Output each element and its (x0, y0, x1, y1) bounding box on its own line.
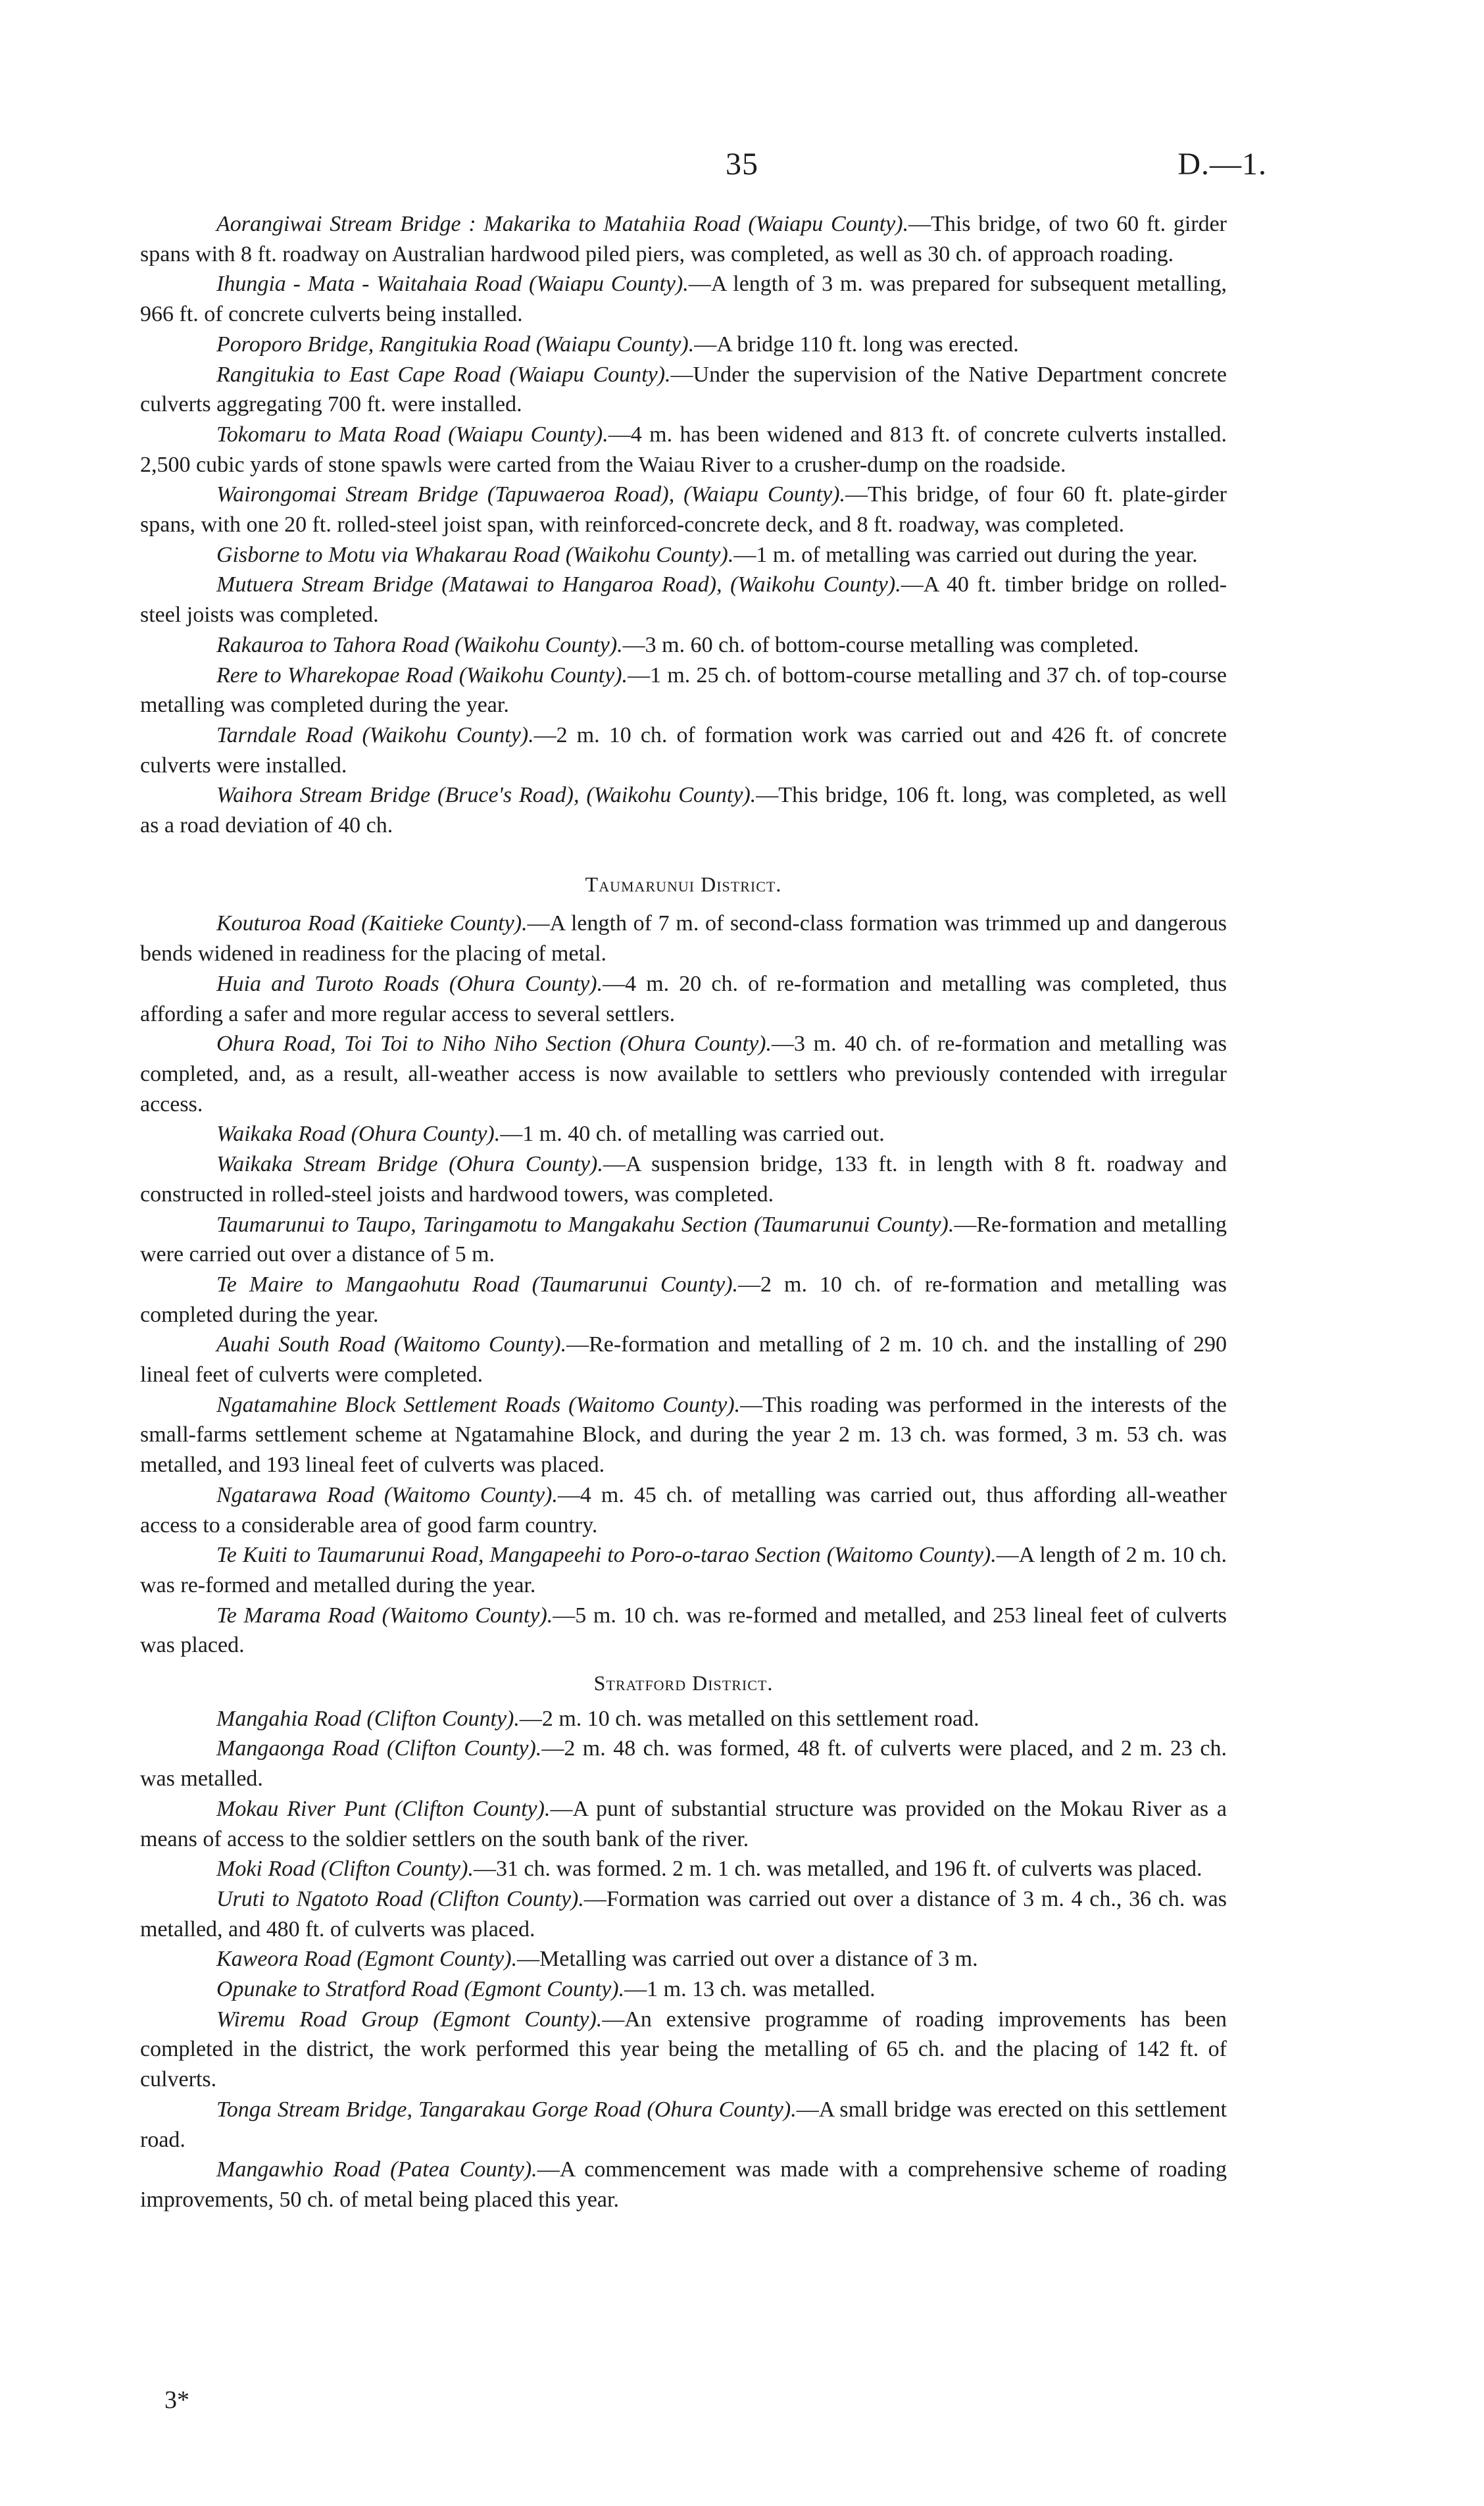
report-entry (140, 909, 1227, 968)
report-entry (140, 1029, 1227, 1119)
entry-title: Mangawhio Road (Patea County). (216, 2157, 537, 2182)
entry-title: Tarndale Road (Waikohu County). (216, 722, 534, 747)
report-entry (140, 1884, 1227, 1944)
entry-title: Tonga Stream Bridge, Tangarakau Gorge Road (Ohura County). (216, 2097, 797, 2122)
report-entry (140, 1270, 1227, 1330)
entry-title: Auahi South Road (Waitomo County). (216, 1332, 567, 1357)
entry-title: Wairongomai Stream Bridge (Tapuwaeroa Road), (Waiapu County). (216, 482, 846, 507)
entry-title: Tokomaru to Mata Road (Waiapu County). (216, 422, 608, 447)
entry-text: —Re-formation and metalling of 2 m. 10 ch. and the installing of 290 lineal feet of culverts were completed. (140, 1332, 1227, 1388)
report-entry (140, 1601, 1227, 1661)
report-entry (140, 1149, 1227, 1209)
report-entry (140, 1210, 1227, 1270)
entry-title: Rere to Wharekopae Road (Waikohu County). (216, 663, 628, 688)
entry-text: —3 m. 60 ch. of bottom-course metalling was completed. (622, 632, 1139, 657)
entry-text: —Re-formation and metalling were carried out over a distance of 5 m. (140, 1212, 1227, 1267)
entry-title: Te Marama Road (Waitomo County). (216, 1603, 553, 1628)
entry-title: Mangaonga Road (Clifton County). (216, 1736, 542, 1761)
entry-text: —This bridge, of two 60 ft. girder spans with 8 ft. roadway on Australian hardwood piled piers, was completed, as well as 30 ch. of approach roading. (140, 212, 1227, 266)
report-entry (140, 1854, 1227, 1884)
entry-text: —4 m. 45 ch. of metalling was carried out, thus affording all-weather access to a considerable area of good farm country. (140, 1482, 1227, 1538)
report-entry (140, 720, 1227, 780)
entry-text: —Formation was carried out over a distance of 3 m. 4 ch., 36 ch. was metalled, and 480 ft. of culverts was placed. (140, 1886, 1227, 1942)
entry-title: Ohura Road, Toi Toi to Niho Niho Section (Ohura County). (216, 1032, 772, 1057)
entry-text: —1 m. 25 ch. of bottom-course metalling and 37 ch. of top-course metalling was completed during the year. (140, 663, 1227, 718)
district-heading: Stratford District. (593, 1671, 774, 1695)
entry-text: —A commencement was made with a comprehensive scheme of roading improvements, 50 ch. of metal being placed this year. (140, 2157, 1227, 2212)
entry-title: Taumarunui to Taupo, Taringamotu to Mangakahu Section (Taumarunui County). (216, 1212, 954, 1237)
entry-text: —4 m. has been widened and 813 ft. of concrete culverts installed. 2,500 cubic yards of stone spawls were carted from the Waiau River to a crusher-dump on the roadside. (140, 422, 1227, 477)
entry-text: —Metalling was carried out over a distance of 3 m. (517, 1947, 978, 1972)
entry-title: Te Maire to Mangaohutu Road (Taumarunui County). (216, 1272, 739, 1297)
entry-title: Ngatamahine Block Settlement Roads (Waitomo County). (216, 1392, 741, 1417)
report-entry (140, 630, 1227, 661)
entry-title: Kouturoa Road (Kaitieke County). (216, 911, 528, 936)
entry-text: —This bridge, 106 ft. long, was completed, as well as a road deviation of 40 ch. (140, 783, 1227, 838)
report-entry (140, 480, 1227, 539)
report-entry (140, 1974, 1227, 2005)
entry-text: —A length of 3 m. was prepared for subsequent metalling, 966 ft. of concrete culverts being installed. (140, 272, 1227, 327)
entry-title: Ngatarawa Road (Waitomo County). (216, 1482, 558, 1507)
entry-text: —1 m. 13 ch. was metalled. (624, 1977, 876, 2002)
entry-text: —An extensive programme of roading improvements has been completed in the district, the work performed this year being the metalling of 65 ch. and the placing of 142 ft. of culverts. (140, 2007, 1227, 2092)
report-entry (140, 1704, 1227, 1734)
signature-mark: 3* (164, 2386, 189, 2414)
report-entry (140, 1944, 1227, 1974)
report-entry (140, 2155, 1227, 2215)
entry-text: —A length of 2 m. 10 ch. was re-formed and metalled during the year. (140, 1543, 1227, 1597)
entry-text: —2 m. 48 ch. was formed, 48 ft. of culverts were placed, and 2 m. 23 ch. was metalled. (140, 1736, 1227, 1792)
report-entry (140, 360, 1227, 420)
entry-title: Aorangiwai Stream Bridge : Makarika to Matahiia Road (Waiapu County). (216, 212, 909, 236)
entry-text: —3 m. 40 ch. of re-formation and metalling was completed, and, as a result, all-weather access is now available to settlers who previously contended with irregular access. (140, 1032, 1227, 1116)
entry-text: —This bridge, of four 60 ft. plate-girder spans, with one 20 ft. rolled-steel joist span, with reinforced-concrete deck, and 8 ft. roadway, was completed. (140, 482, 1227, 538)
report-entry (140, 420, 1227, 480)
report-entry (140, 2095, 1227, 2155)
report-entry (140, 1734, 1227, 1793)
entry-title: Poroporo Bridge, Rangitukia Road (Waiapu County). (216, 332, 695, 357)
page-number: 35 (726, 147, 758, 182)
entry-title: Mangahia Road (Clifton County). (216, 1706, 520, 1731)
report-entry (140, 2005, 1227, 2095)
report-entry (140, 1390, 1227, 1480)
entry-text: —A bridge 110 ft. long was erected. (694, 332, 1019, 357)
entry-title: Gisborne to Motu via Whakarau Road (Waikohu County). (216, 542, 734, 567)
document-reference: D.—1. (1177, 147, 1267, 182)
report-entry (140, 1119, 1227, 1149)
entry-title: Wiremu Road Group (Egmont County). (216, 2007, 603, 2032)
report-entry (140, 570, 1227, 630)
entry-text: —A length of 7 m. of second-class formation was trimmed up and dangerous bends widened in readiness for the placing of metal. (140, 911, 1227, 966)
entry-text: —2 m. 10 ch. of re-formation and metalling was completed during the year. (140, 1272, 1227, 1327)
entry-title: Uruti to Ngatoto Road (Clifton County). (216, 1886, 584, 1911)
entry-title: Opunake to Stratford Road (Egmont County). (216, 1977, 625, 2002)
report-entry (140, 1330, 1227, 1390)
entry-title: Mutuera Stream Bridge (Matawai to Hangaroa Road), (Waikohu County). (216, 572, 901, 597)
entry-title: Waikaka Road (Ohura County). (216, 1122, 501, 1147)
entry-text: —2 m. 10 ch. of formation work was carried out and 426 ft. of concrete culverts were installed. (140, 722, 1227, 778)
entry-text: —5 m. 10 ch. was re-formed and metalled, and 253 lineal feet of culverts was placed. (140, 1603, 1227, 1658)
entry-text: —1 m. of metalling was carried out during the year. (733, 542, 1198, 567)
report-entry (140, 1480, 1227, 1540)
entry-title: Moki Road (Clifton County). (216, 1857, 474, 1882)
report-entry (140, 269, 1227, 329)
entry-title: Te Kuiti to Taumarunui Road, Mangapeehi to Poro-o-tarao Section (Waitomo County). (216, 1543, 997, 1568)
entry-text: —31 ch. was formed. 2 m. 1 ch. was metalled, and 196 ft. of culverts was placed. (473, 1857, 1202, 1882)
entry-title: Mokau River Punt (Clifton County). (216, 1796, 551, 1821)
entry-text: —1 m. 40 ch. of metalling was carried out. (500, 1122, 885, 1147)
report-entry (140, 330, 1227, 360)
entry-title: Rangitukia to East Cape Road (Waiapu County). (216, 362, 671, 387)
entry-title: Rakauroa to Tahora Road (Waikohu County). (216, 632, 623, 657)
entry-text: —4 m. 20 ch. of re-formation and metalling was completed, thus affording a safer and more regular access to several settlers. (140, 971, 1227, 1026)
entry-text: —A small bridge was erected on this settlement road. (140, 2097, 1227, 2152)
entry-title: Waikaka Stream Bridge (Ohura County). (216, 1152, 603, 1177)
entry-text: —Under the supervision of the Native Department concrete culverts aggregating 700 ft. were installed. (140, 362, 1227, 417)
report-entry (140, 540, 1227, 570)
entry-text: —A suspension bridge, 133 ft. in length with 8 ft. roadway and constructed in rolled-steel joists and hardwood towers, was completed. (140, 1152, 1227, 1207)
entry-text: —A punt of substantial structure was provided on the Mokau River as a means of access to the soldier settlers on the south bank of the river. (140, 1796, 1227, 1851)
entry-text: —A 40 ft. timber bridge on rolled-steel joists was completed. (140, 572, 1227, 628)
report-entry (140, 1540, 1227, 1600)
report-entry (140, 661, 1227, 720)
entry-text: —2 m. 10 ch. was metalled on this settlement road. (519, 1706, 979, 1731)
district-heading: Taumarunui District. (585, 872, 782, 896)
entry-text: —This roading was performed in the interests of the small-farms settlement scheme at Ngatamahine Block, and during the year 2 m. 13 ch. was formed, 3 m. 53 ch. was metalled, and 193 lineal feet of culverts was placed. (140, 1392, 1227, 1478)
entry-title: Ihungia - Mata - Waitahaia Road (Waiapu County). (216, 272, 689, 297)
report-entry (140, 209, 1227, 269)
report-entry (140, 780, 1227, 840)
entry-title: Huia and Turoto Roads (Ohura County). (216, 971, 603, 996)
report-entry (140, 1794, 1227, 1854)
entry-title: Waihora Stream Bridge (Bruce's Road), (Waikohu County). (216, 783, 756, 808)
entry-title: Kaweora Road (Egmont County). (216, 1947, 518, 1972)
document-body (140, 209, 1227, 2215)
report-entry (140, 969, 1227, 1029)
